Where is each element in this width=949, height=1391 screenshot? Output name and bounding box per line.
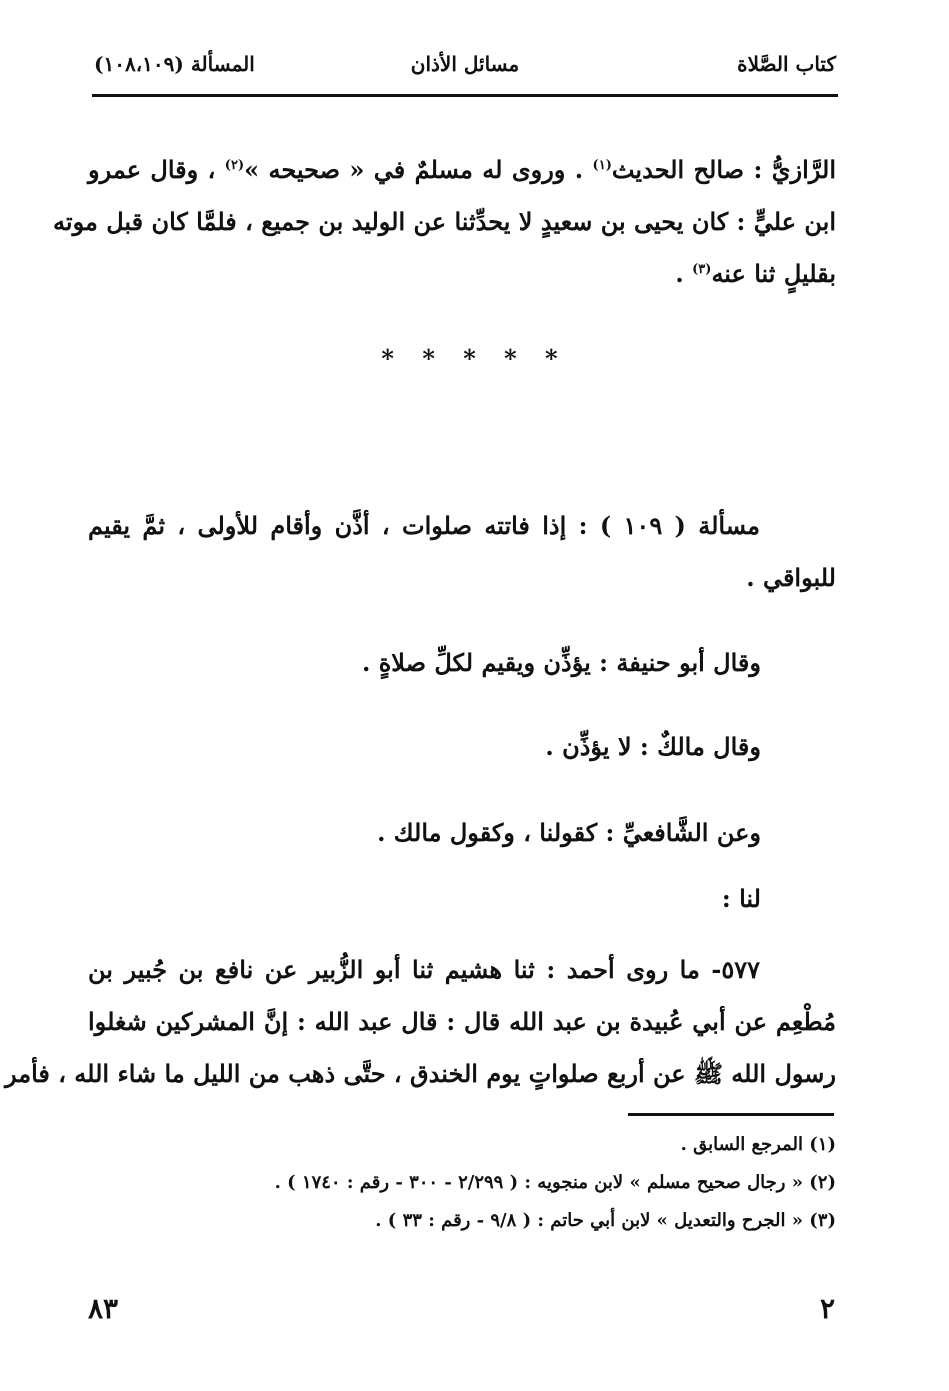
text-span: . وروى له مسلمٌ في « صحيحه » (244, 155, 593, 184)
running-header (94, 52, 836, 82)
footnote-divider (628, 1113, 834, 1116)
paragraph-line: ابن عليٍّ : كان يحيى بن سعيدٍ لا يحدِّثنا عن الوليد بن جميع ، فلمَّا كان قبل موته (53, 207, 836, 236)
hadith-line (88, 944, 836, 996)
text-span: الرَّازيُّ : صالح الحديث (611, 155, 836, 184)
opinion-shafii: وعن الشَّافعيِّ : كقولنا ، وكقول مالك . (377, 818, 761, 847)
text-span: بقليلٍ ثنا عنه (711, 259, 836, 288)
hadith-577 (4, 944, 836, 1100)
masala-line: للبواقي . (746, 563, 836, 592)
text-span: . (675, 259, 693, 288)
opinion-malik: وقال مالكٌ : لا يؤذِّن . (545, 732, 761, 761)
header-book-title: كتاب الصَّلاة (737, 52, 836, 76)
text-span: ما روى أحمد : ثنا هشيم ثنا أبو الزُّبير عن نافع بن جُبير بن (88, 955, 712, 984)
footnote-ref-3: (٣) (692, 262, 712, 277)
footnotes (116, 1126, 836, 1240)
masala-statement (88, 500, 836, 604)
footnote-1: (١) المرجع السابق . (680, 1134, 836, 1155)
paragraph-razi (53, 144, 836, 300)
page-number: ٨٣ (88, 1292, 119, 1325)
header-divider (92, 94, 838, 97)
hadith-line: رسول الله ﷺ عن أربع صلواتٍ يوم الخندق ، حتَّى ذهب من الليل ما شاء الله ، فأمر (4, 1059, 836, 1088)
header-chapter-title: مسائل الأذان (410, 52, 520, 76)
footnote-ref-1: (١) (592, 158, 612, 173)
hadith-line: مُطْعِم عن أبي عُبيدة بن عبد الله قال : قال عبد الله : إنَّ المشركين شغلوا (88, 1007, 836, 1036)
header-issue-range: المسألة (١٠٨،١٠٩) (94, 52, 255, 76)
paragraph-line (88, 144, 836, 196)
footnote-3: (٣) « الجرح والتعديل » لابن أبي حاتم : ( ٩/٨ - رقم : ٣٣ ) . (375, 1210, 836, 1231)
evidence-heading: لنا : (721, 884, 761, 913)
volume-number: ٢ (819, 1292, 835, 1325)
text-span: : إذا فاتته صلوات ، أذَّن وأقام للأولى ، ثمَّ يقيم (88, 511, 600, 540)
masala-line (88, 500, 836, 552)
footnote-ref-2: (٢) (224, 158, 245, 173)
footnote-2: (٢) « رجال صحيح مسلم » لابن منجويه : ( ٢/٢٩٩ - ٣٠٠ - رقم : ١٧٤٠ ) . (274, 1172, 836, 1193)
hadith-number: ٥٧٧- (711, 955, 760, 984)
masala-title: مسألة ( ١٠٩ ) (599, 511, 761, 540)
opinion-abu-hanifa: وقال أبو حنيفة : يؤذِّن ويقيم لكلِّ صلاةٍ . (362, 648, 761, 677)
section-separator: * * * * * (381, 344, 568, 373)
paragraph-line (88, 248, 836, 300)
text-span: ، وقال عمرو (88, 155, 225, 184)
